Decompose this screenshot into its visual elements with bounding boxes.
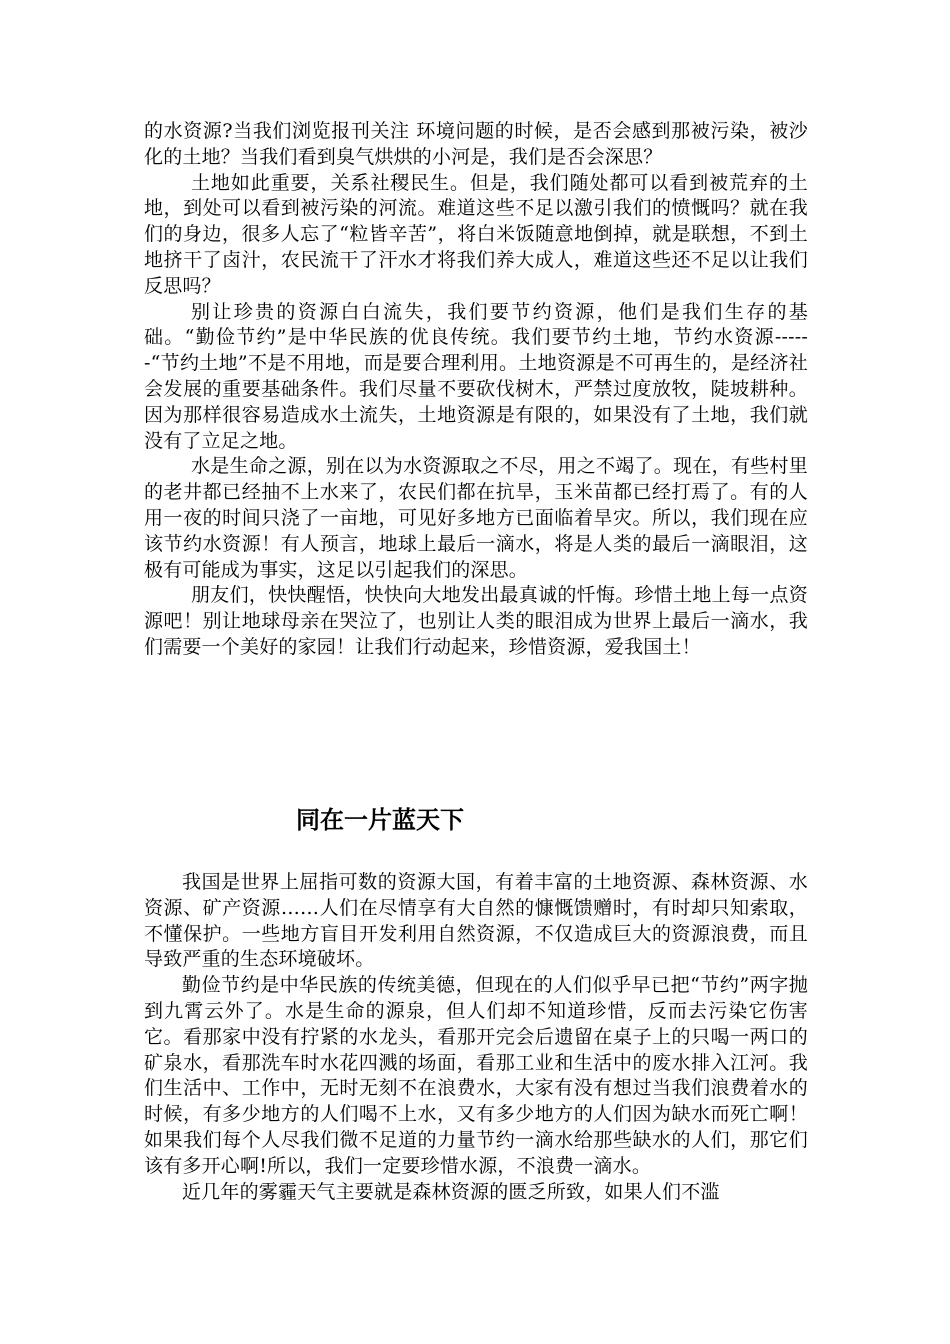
paragraph: 的水资源?当我们浏览报刊关注 环境问题的时候，是否会感到那被污染，被沙化的土地？当我们看到臭气烘烘的小河是，我们是否会深思？ [144,120,808,168]
essay-continuation [144,119,808,661]
essay-body [144,870,808,1205]
paragraph: 我国是世界上屈指可数的资源大国，有着丰富的土地资源、森林资源、水资源、矿产资源……人们在尽情享有大自然的慷慨馈赠时，有时却只知索取，不懂保护。一些地方盲目开发利用自然资源，不仅造成巨大的资源浪费，而且导致严重的生态环境破坏。 [144,871,808,971]
paragraph: 别让珍贵的资源白白流失，我们要节约资源，他们是我们生存的基础。“勤俭节约”是中华民族的优良传统。我们要节约土地，节约水资源------“节约土地”不是不用地，而是要合理利用。土地资源是不可再生的，是经济社会发展的重要基础条件。我们尽量不要砍伐树木，严禁过度放牧，陡坡耕种。因为那样很容易造成水土流失，土地资源是有限的，如果没有了土地，我们就没有了立足之地。 [144,300,808,452]
paragraph: 水是生命之源，别在以为水资源取之不尽，用之不竭了。现在，有些村里的老井都已经抽不上水来了，农民们都在抗旱，玉米苗都已经打焉了。有的人用一夜的时间只浇了一亩地，可见好多地方已面临着旱灾。所以，我们现在应该节约水资源！有人预言，地球上最后一滴水，将是人类的最后一滴眼泪，这极有可能成为事实，这足以引起我们的深思。 [144,455,808,581]
paragraph: 近几年的雾霾天气主要就是森林资源的匮乏所致，如果人们不滥 [182,1180,720,1203]
paragraph: 勤俭节约是中华民族的传统美德，但现在的人们似乎早已把“节约”两字抛到九霄云外了。水是生命的源泉，但人们却不知道珍惜，反而去污染它伤害它。看那家中没有拧紧的水龙头，看那开完会后遗留在桌子上的只喝一两口的矿泉水，看那洗车时水花四溅的场面，看那工业和生活中的废水排入江河。我们生活中、工作中，无时无刻不在浪费水，大家有没有想过当我们浪费着水的时候，有多少地方的人们喝不上水，又有多少地方的人们因为缺水而死亡啊！如果我们每个人尽我们微不足道的力量节约一滴水给那些缺水的人们，那它们该有多开心啊!所以，我们一定要珍惜水源，不浪费一滴水。 [144,974,808,1177]
paragraph: 朋友们，快快醒悟，快快向大地发出最真诚的忏悔。珍惜土地上每一点资源吧！别让地球母亲在哭泣了，也别让人类的眼泪成为世界上最后一滴水，我们需要一个美好的家园！让我们行动起来，珍惜资源，爱我国土！ [144,584,808,658]
paragraph: 土地如此重要，关系社稷民生。但是，我们随处都可以看到被荒弃的土地，到处可以看到被污染的河流。难道这些不足以激引我们的愤慨吗？就在我们的身边，很多人忘了“粒皆辛苦”，将白米饭随意地倒掉，就是联想，不到土地挤干了卤汁，农民流干了汗水才将我们养大成人，难道这些还不足以让我们反思吗？ [144,171,808,297]
essay-title [0,804,760,836]
essay-title-text: 同在一片蓝天下 [296,805,464,834]
